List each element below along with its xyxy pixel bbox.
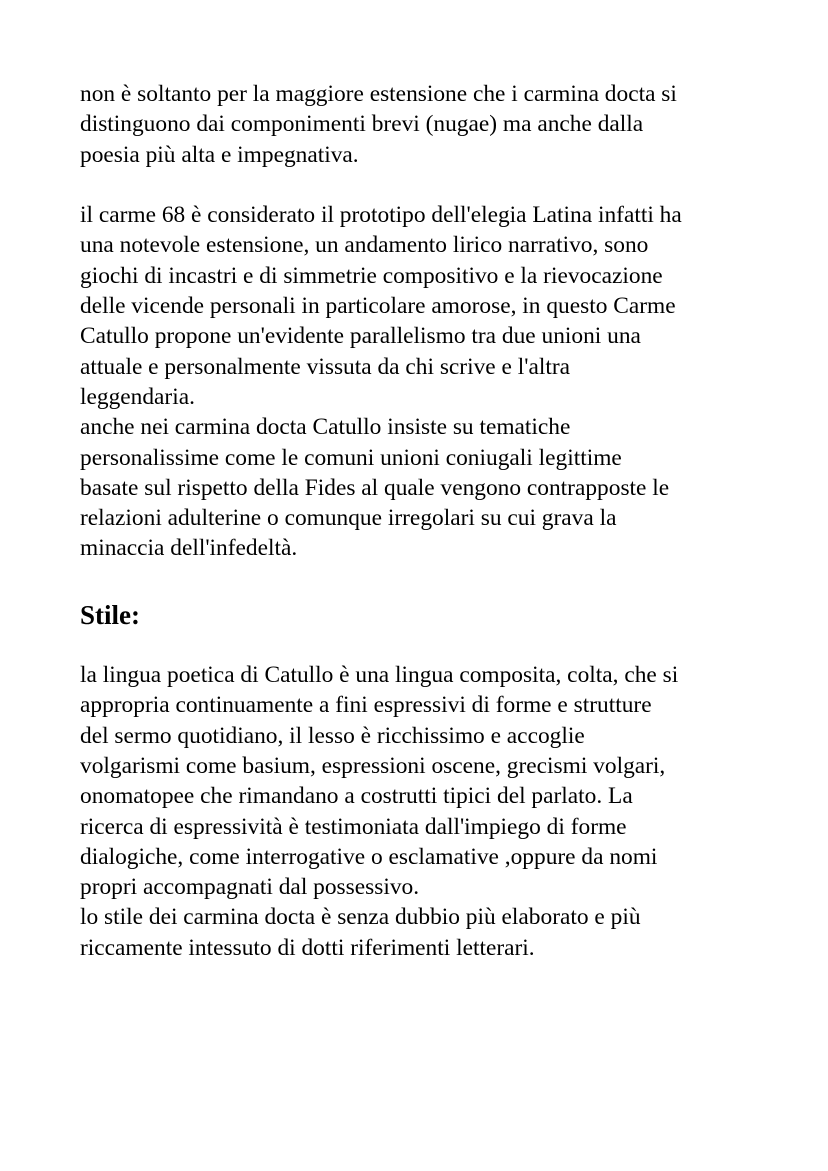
text-line: personalissime come le comuni unioni coniugali legittime — [80, 444, 622, 471]
text-line: anche nei carmina docta Catullo insiste su tematiche — [80, 414, 571, 441]
paragraph-carme-68 — [80, 200, 780, 412]
text-line: relazioni adulterine o comunque irregolari su cui grava la — [80, 505, 617, 532]
text-line: basate sul rispetto della Fides al quale vengono contrapposte le — [80, 474, 670, 501]
text-line: dialogiche, come interrogative o esclamative ,oppure da nomi — [80, 843, 658, 870]
text-line: propri accompagnati dal possessivo. — [80, 874, 420, 901]
text-line: attuale e personalmente vissuta da chi scrive e l'altra — [80, 353, 571, 380]
text-line: appropria continuamente a fini espressivi di forme e strutture — [80, 692, 652, 719]
text-line: riccamente intessuto di dotti riferimenti letterari. — [80, 934, 535, 961]
paragraph-gap — [80, 170, 780, 200]
text-line: minaccia dell'infedeltà. — [80, 535, 298, 562]
text-line: volgarismi come basium, espressioni oscene, grecismi volgari, — [80, 752, 666, 779]
text-line: poesia più alta e impegnativa. — [80, 141, 359, 168]
text-line: lo stile dei carmina docta è senza dubbio più elaborato e più — [80, 904, 641, 931]
paragraph-gap — [80, 564, 780, 594]
paragraph-stile-carmina — [80, 902, 780, 963]
text-line: una notevole estensione, un andamento lirico narrativo, sono — [80, 232, 649, 259]
paragraph-intro — [80, 79, 780, 170]
text-line: Catullo propone un'evidente parallelismo tra due unioni una — [80, 323, 641, 350]
document-page — [80, 79, 780, 963]
text-line: ricerca di espressività è testimoniata dall'impiego di forme — [80, 813, 627, 840]
text-line: onomatopee che rimandano a costrutti tipici del parlato. La — [80, 783, 633, 810]
text-line: il carme 68 è considerato il prototipo dell'elegia Latina infatti ha — [80, 202, 682, 229]
text-line: del sermo quotidiano, il lesso è ricchissimo e accoglie — [80, 722, 585, 749]
text-line: delle vicende personali in particolare amorose, in questo Carme — [80, 293, 676, 320]
text-line: distinguono dai componimenti brevi (nugae) ma anche dalla — [80, 111, 644, 138]
paragraph-lingua-poetica — [80, 660, 780, 902]
paragraph-tematiche — [80, 412, 780, 563]
text-line: non è soltanto per la maggiore estensione che i carmina docta si — [80, 81, 677, 107]
text-line: giochi di incastri e di simmetrie compositivo e la rievocazione — [80, 262, 663, 289]
text-line: la lingua poetica di Catullo è una lingua composita, colta, che si — [80, 662, 679, 689]
text-line: leggendaria. — [80, 383, 195, 410]
section-heading-stile: Stile: — [80, 600, 140, 631]
